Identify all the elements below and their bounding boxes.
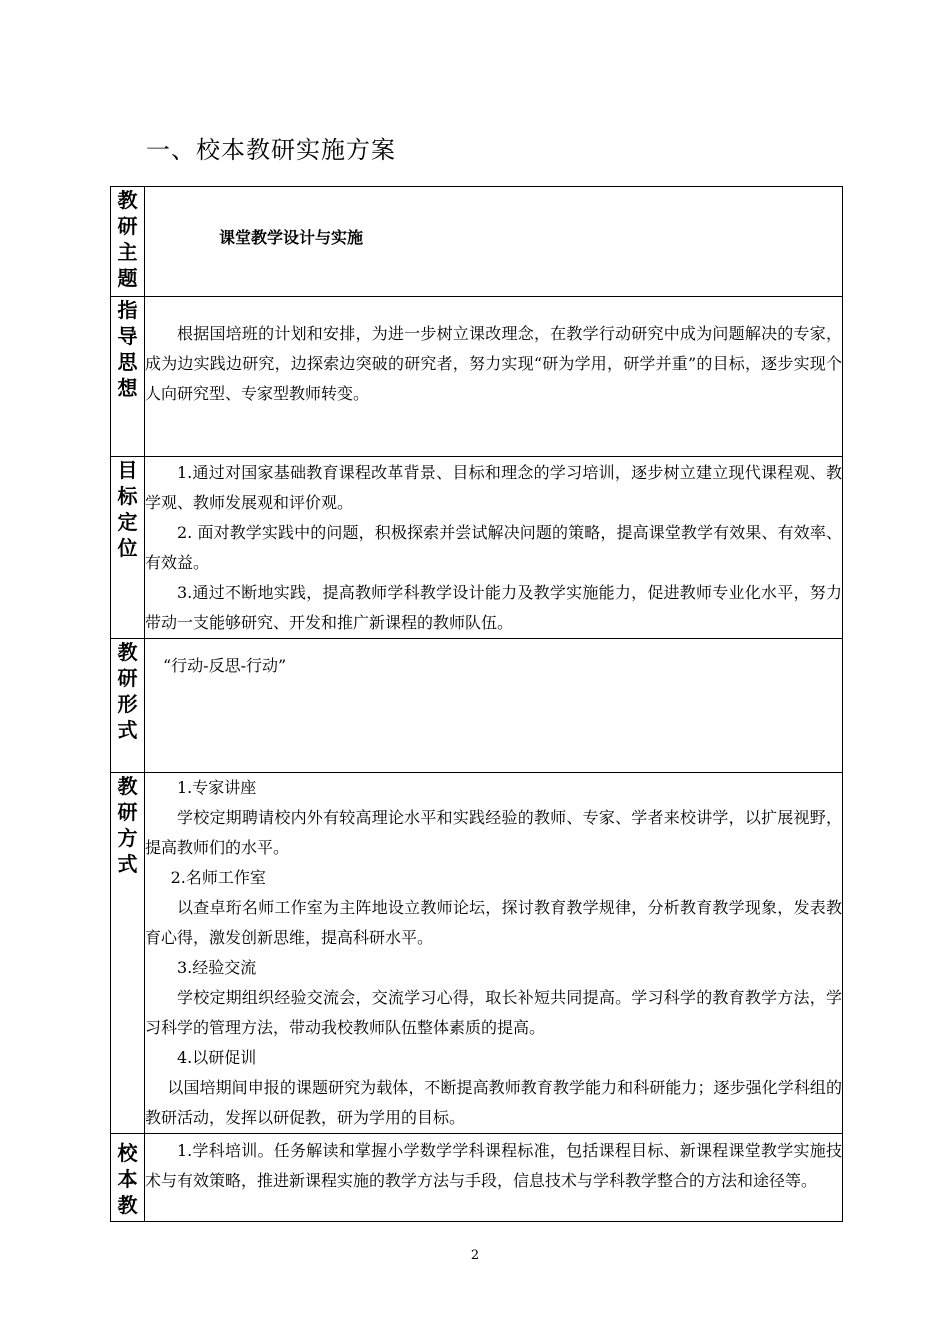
paragraph: 4.以研促训 (177, 1048, 257, 1067)
table-row (111, 639, 843, 773)
paragraph: 1.学科培训。任务解读和掌握小学数学学科课程标准，包括课程目标、新课程课堂教学实施技术与有效策略，推进新课程实施的教学方法与手段，信息技术与学科教学整合的方法和途径等。 (145, 1141, 842, 1190)
row-label: 教研形式 (111, 639, 145, 773)
row-content (145, 773, 843, 1134)
row-label: 教研主题 (111, 187, 145, 297)
table-row (111, 457, 843, 639)
theme-text: 课堂教学设计与实施 (219, 228, 364, 247)
paragraph: 学校定期聘请校内外有较高理论水平和实践经验的教师、专家、学者来校讲学，以扩展视野，提高教师们的水平。 (145, 808, 842, 857)
row-label: 校本教 (111, 1134, 145, 1222)
table-row (111, 297, 843, 457)
row-content (145, 457, 843, 639)
paragraph: 2.名师工作室 (170, 868, 266, 887)
paragraph: 根据国培班的计划和安排，为进一步树立课改理念，在教学行动研究中成为问题解决的专家，成为边实践边研究，边探索边突破的研究者，努力实现“研为学用，研学并重”的目标，逐步实现个人向研究型、专家型教师转变。 (145, 324, 842, 403)
paragraph: 2. 面对教学实践中的问题，积极探索并尝试解决问题的策略，提高课堂教学有效果、有效率、有效益。 (145, 523, 842, 572)
plan-table (110, 186, 843, 1222)
paragraph: 1.通过对国家基础教育课程改革背景、目标和理念的学习培训，逐步树立建立现代课程观、教学观、教师发展观和评价观。 (145, 463, 842, 512)
document-title: 一、校本教研实施方案 (146, 136, 396, 164)
page-number: 2 (470, 1248, 480, 1263)
row-content (145, 297, 843, 457)
table-row (111, 773, 843, 1134)
row-content (145, 187, 843, 297)
paragraph: “行动-反思-行动” (163, 656, 287, 675)
paragraph: 3.通过不断地实践，提高教师学科教学设计能力及教学实施能力，促进教师专业化水平，努力带动一支能够研究、开发和推广新课程的教师队伍。 (145, 583, 842, 632)
row-label: 指导思想 (111, 297, 145, 457)
table-row (111, 187, 843, 297)
row-content (145, 639, 843, 773)
paragraph: 3.经验交流 (177, 958, 257, 977)
paragraph: 学校定期组织经验交流会，交流学习心得，取长补短共同提高。学习科学的教育教学方法，学习科学的管理方法，带动我校教师队伍整体素质的提高。 (145, 988, 842, 1037)
paragraph: 以国培期间申报的课题研究为载体，不断提高教师教育教学能力和科研能力；逐步强化学科组的教研活动，发挥以研促教，研为学用的目标。 (145, 1078, 842, 1127)
paragraph: 以查卓珩名师工作室为主阵地设立教师论坛，探讨教育教学规律，分析教育教学现象，发表教育心得，激发创新思维，提高科研水平。 (145, 898, 842, 947)
row-content (145, 1134, 843, 1222)
table-row (111, 1134, 843, 1222)
row-label: 教研方式 (111, 773, 145, 1134)
paragraph: 1.专家讲座 (177, 778, 257, 797)
row-label: 目标定位 (111, 457, 145, 639)
